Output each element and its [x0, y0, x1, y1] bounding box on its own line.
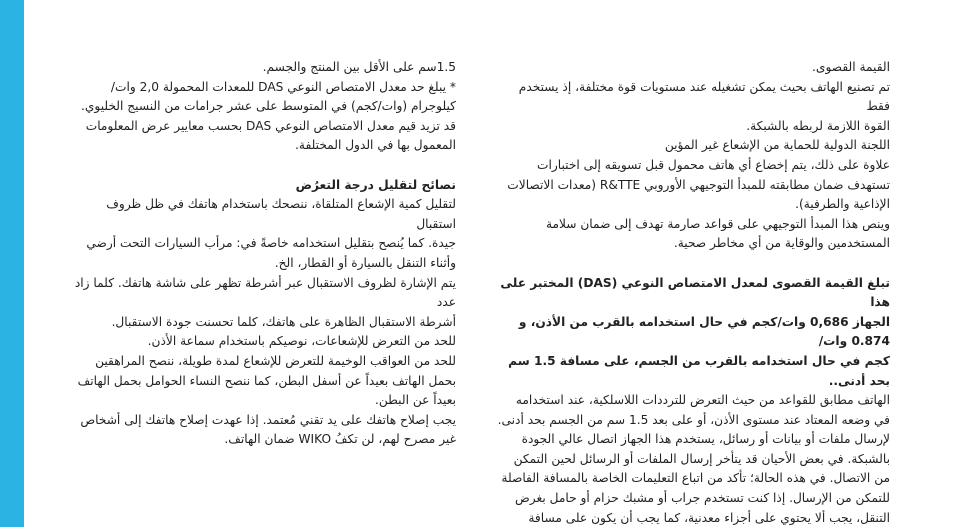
text-line: قد تزيد قيم معدل الامتصاص النوعي DAS بحسب معايير عرض المعلومات: [85, 118, 456, 133]
text-line: التنقل، يجب ألا يحتوي على أجزاء معدنية، كما يجب أن يكون على مسافة: [528, 510, 890, 525]
text-line: بالشبكة. في بعض الأحيان قد يتأخر إرسال الملفات أو الرسائل لحين التمكن: [513, 451, 890, 466]
accent-sidebar-bar: [0, 0, 24, 527]
sar-value-line: كجم في حال استخدامه بالقرب من الجسم، على مسافة 1.5 سم بحد أدنى..: [508, 353, 890, 388]
text-line: لتقليل كمية الإشعاع المتلقاة، ننصحك باستخدام هاتفك في ظل ظروف استقبال: [106, 197, 456, 231]
paragraph-gap: [492, 254, 890, 274]
text-line: لإرسال ملفات أو بيانات أو رسائل، يستخدم هذا الجهاز اتصال عالي الجودة: [521, 432, 890, 447]
text-line: تستهدف ضمان مطابقته للمبدأ التوجيهي الأوروبي R&TTE (معدات الاتصالات: [507, 177, 890, 192]
text-line: بعيداً عن البطن.: [375, 393, 456, 408]
sar-value-line: الجهاز 0,686 وات/كجم في حال استخدامه بالقرب من الأذن، و 0.874 وات/: [518, 314, 890, 349]
text-line: الهاتف مطابق للقواعد من حيث التعرض للترددات اللاسلكية، عند استخدامه: [515, 393, 890, 408]
text-line: المعمول بها في الدول المختلفة.: [295, 138, 456, 153]
text-line: للحد من العواقب الوخيمة للتعرض للإشعاع لمدة طويلة، ننصح المراهقين: [95, 353, 456, 368]
text-line: كيلوجرام (وات/كجم) في المتوسط على عشر جرامات من النسيج الخليوي.: [81, 99, 456, 114]
text-line: 1.5سم على الأقل بين المنتج والجسم.: [262, 60, 456, 74]
text-line: تم تصنيع الهاتف بحيث يمكن تشغيله عند مستويات قوة مختلفة، إذ يستخدم فقط: [518, 79, 890, 114]
text-line: للحد من التعرض للإشعاعات، نوصيكم باستخدام سماعة الأذن.: [147, 334, 456, 349]
text-line: غير مصرح لهم، لن تكفُ WIKO ضمان الهاتف.: [224, 432, 456, 447]
text-line: بحمل الهاتف بعيداً عن أسفل البطن، كما ننصح النساء الحوامل بحمل الهاتف: [77, 373, 456, 388]
text-line: أشرطة الاستقبال الظاهرة على هاتفك، كلما تحسنت جودة الاستقبال.: [111, 314, 456, 329]
text-line: المستخدمين والوقاية من أي مخاطر صحية.: [673, 236, 890, 251]
text-line: علاوة على ذلك، يتم إخضاع أي هاتف محمول قبل تسويقه إلى اختبارات: [537, 157, 890, 172]
text-line: وأثناء التنقل بالسيارة أو القطار، الخ.: [274, 255, 456, 270]
text-line: القيمة القصوى.: [812, 60, 890, 74]
text-line: الإذاعية والطرفية).: [795, 197, 890, 212]
text-line: من الاتصال. في هذه الحالة؛ تأكد من اتباع التعليمات الخاصة بالمسافة الفاصلة: [501, 471, 890, 486]
text-line: اللجنة الدولية للحماية من الإشعاع غير المؤين: [664, 138, 890, 153]
text-line: في وضعه المعتاد عند مستوى الأذن، أو على بعد 1.5 سم من الجسم بحد أدنى.: [497, 412, 890, 427]
text-line: يجب إصلاح هاتفك على يد تقني مُعتمد. إذا عهدت إصلاح هاتفك إلى أشخاص: [80, 412, 456, 427]
sar-value-line: تبلغ القيمة القصوى لمعدل الامتصاص النوعي (DAS) المختبر على هذا: [500, 275, 890, 310]
section-heading: نصائح لتقليل درجة التعرُض: [295, 177, 456, 192]
left-text-column: [66, 58, 456, 450]
text-line: * يبلغ حد معدل الامتصاص النوعي DAS للمعدات المحمولة 2,0 وات/: [110, 79, 456, 94]
text-line: القوة اللازمة لربطه بالشبكة.: [746, 118, 890, 133]
paragraph-gap: [66, 156, 456, 176]
text-line: وينص هذا المبدأ التوجيهي على قواعد صارمة تهدف إلى ضمان سلامة: [545, 216, 890, 231]
text-line: يتم الإشارة لظروف الاستقبال عبر أشرطة تظهر على شاشة هاتفك. كلما زاد عدد: [74, 275, 456, 310]
text-line: للتمكن من الإرسال. إذا كنت تستخدم جراب أو مشبك حزام أو حامل بغرض: [515, 491, 890, 506]
text-line: جيدة. كما يُنصح بتقليل استخدامه خاصةً في: مرأب السيارات التحت أرضي: [86, 236, 456, 251]
right-text-column: [492, 58, 890, 528]
